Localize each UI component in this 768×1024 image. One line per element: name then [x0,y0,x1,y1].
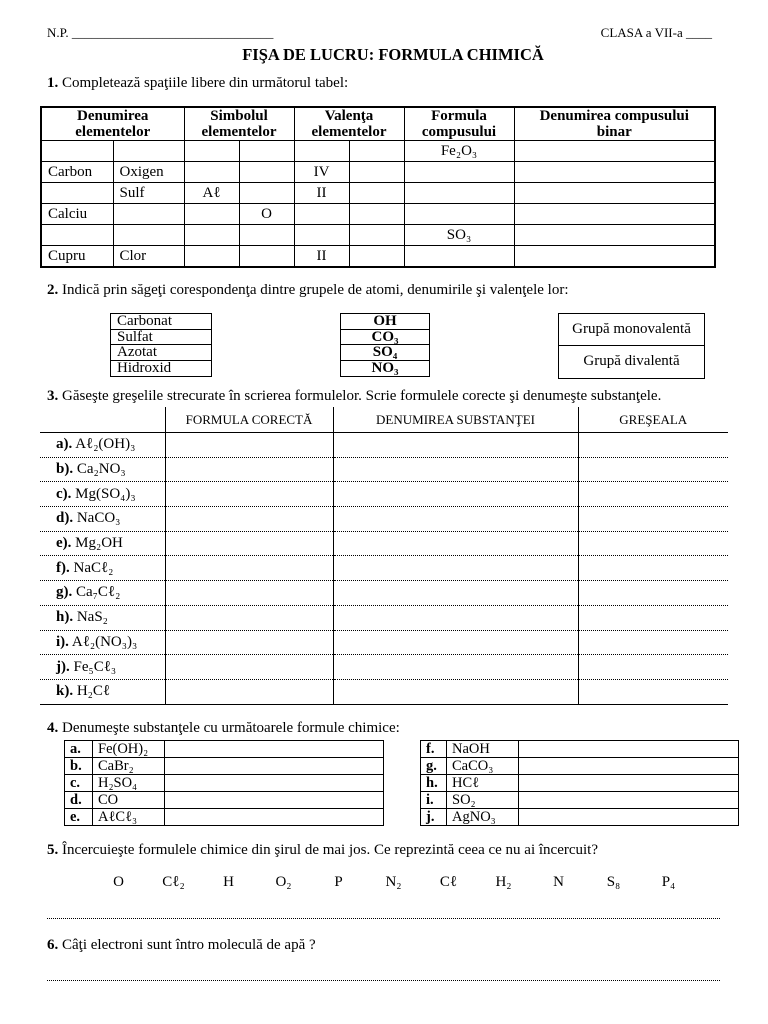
item-label-cell [40,482,165,507]
answer-blank-cell [239,162,294,183]
item-label-cell [40,605,165,630]
substance-name-cell [333,630,578,655]
mistake-cell [578,482,728,507]
naming-row [421,792,739,809]
corrected-formula-cell [165,457,333,482]
exercise-6-text: Câţi electroni sunt întro moleculă de apă ? [62,937,316,953]
elements-table-header-cell: Formula compusului [404,107,514,141]
group-name-item: Hidroxid [117,360,172,376]
corrections-row [40,605,728,630]
elements-table-cell: Calciu [41,204,113,225]
corrections-row [40,630,728,655]
naming-row [65,792,384,809]
incorrect-formula: Fe₅Cℓ₃ [73,658,117,675]
substance-name-cell [333,581,578,606]
formula-corrections-table [40,407,728,705]
formula-cell: CaBr₂ [93,758,165,775]
incorrect-formula: Aℓ₂(NO₃)₃ [71,633,138,650]
formula-item: N [553,874,564,890]
exercise-3-instruction [47,388,661,405]
answer-cell [165,758,384,775]
naming-row [421,775,739,792]
item-letter: f. [421,741,447,758]
answer-blank-cell [514,183,715,204]
substance-name-cell [333,457,578,482]
incorrect-formula: NaCO₃ [76,510,121,527]
naming-table-right-body [421,741,739,826]
corrected-formula-cell [165,581,333,606]
elements-table-header-cell: Simbolul elementelor [184,107,294,141]
item-label: i). [56,633,69,650]
formula-cell: H₂SO₄ [93,775,165,792]
answer-blank-cell [349,141,404,162]
exercise-5-text: Încercuieşte formulele chimice din şirul de mai jos. Ce reprezintă ceea ce nu ai încercuit? [62,842,598,858]
elements-table-cell: Fe₂O₃ [404,141,514,162]
valence-item: Grupă monovalentă [559,314,704,346]
answer-blank-cell [514,246,715,268]
item-label-cell [40,556,165,581]
exercise-2-instruction [47,282,569,299]
corrected-formula-cell [165,679,333,704]
corrected-formula-cell [165,482,333,507]
item-label-cell [40,507,165,532]
corrections-table-body [40,407,728,704]
formula-item: P [334,874,343,890]
corrections-row [40,482,728,507]
naming-table-left-body [65,741,384,826]
elements-table-cell: Carbon [41,162,113,183]
elements-table-header-cell: Denumirea elementelor [41,107,184,141]
formula-cell: CaCO₃ [447,758,519,775]
mistake-cell [578,556,728,581]
mistake-cell [578,630,728,655]
answer-blank-cell [41,225,113,246]
elements-table-header-cell: Denumirea compusului binar [514,107,715,141]
item-label-cell [40,531,165,556]
incorrect-formula: Aℓ₂(OH)₃ [75,436,136,453]
item-label-cell [40,655,165,680]
formula-item: P₄ [661,874,676,890]
exercise-6-instruction [47,937,316,954]
corrected-formula-cell [165,507,333,532]
elements-table [40,106,716,268]
corrections-header-cell: DENUMIREA SUBSTANŢEI [333,407,578,433]
item-letter: c. [65,775,93,792]
corrections-header-row [40,407,728,433]
elements-table-cell: Clor [113,246,184,268]
elements-table-row [41,183,715,204]
corrections-row [40,556,728,581]
mistake-cell [578,457,728,482]
formula-cell: AℓCℓ₃ [93,809,165,826]
formula-item: H [223,874,234,890]
naming-row [65,809,384,826]
elements-table-row [41,204,715,225]
answer-blank-cell [239,183,294,204]
answer-cell [519,741,739,758]
elements-table-cell: II [294,183,349,204]
item-label: h). [56,609,74,626]
formula-cell: HCℓ [447,775,519,792]
formula-item: H₂ [495,874,512,890]
incorrect-formula: NaS₂ [76,609,108,626]
item-letter: e. [65,809,93,826]
answer-blank-cell [41,183,113,204]
item-label: a). [56,436,73,453]
naming-row [421,741,739,758]
answer-cell [519,809,739,826]
exercise-5-number: 5. [47,842,59,858]
group-names-box [110,313,212,377]
answer-blank-cell [184,162,239,183]
mistake-cell [578,605,728,630]
answer-blank-cell [113,141,184,162]
answer-blank-cell [113,225,184,246]
answer-blank-cell [349,225,404,246]
naming-row [65,741,384,758]
elements-table-cell: Aℓ [184,183,239,204]
atom-group-item: CO₃ [341,330,429,346]
item-label: g). [56,584,73,601]
corrected-formula-cell [165,630,333,655]
atom-group-item: OH [341,314,429,330]
answer-blank-cell [514,204,715,225]
answer-blank-cell [404,246,514,268]
answer-blank-cell [184,246,239,268]
item-label: d). [56,510,74,527]
formula-cell: NaOH [447,741,519,758]
item-letter: d. [65,792,93,809]
substance-name-cell [333,507,578,532]
item-label: b). [56,461,74,478]
elements-table-row [41,225,715,246]
incorrect-formula: Ca₂NO₃ [76,461,126,478]
worksheet-title: FIŞA DE LUCRU: FORMULA CHIMICĂ [242,45,544,64]
corrected-formula-cell [165,605,333,630]
formula-item: O [113,874,124,890]
valence-item: Grupă divalentă [583,353,680,369]
mistake-cell [578,507,728,532]
elements-table-body [41,107,715,267]
mistake-cell [578,433,728,458]
formula-item: Cℓ₂ [162,874,185,890]
item-label: k). [56,683,74,700]
elements-table-cell: Oxigen [113,162,184,183]
naming-row [65,758,384,775]
substance-name-cell [333,433,578,458]
answer-dotted-line [47,918,720,919]
substance-name-cell [333,679,578,704]
elements-table-row [41,246,715,268]
answer-blank-cell [239,141,294,162]
formula-sequence [91,874,696,891]
formula-item: N₂ [385,874,402,890]
answer-blank-cell [184,204,239,225]
corrections-row [40,531,728,556]
exercise-1-instruction [47,75,348,92]
item-label: e). [56,535,72,552]
corrections-header-cell: FORMULA CORECTĂ [165,407,333,433]
group-name-item: Carbonat [111,314,211,330]
exercise-2-text: Indică prin săgeţi corespondenţa dintre grupele de atomi, denumirile şi valenţele lor: [62,282,569,298]
incorrect-formula: H₂Cℓ [76,683,111,700]
exercise-3-number: 3. [47,388,59,404]
exercise-6-number: 6. [47,937,59,953]
item-letter: i. [421,792,447,809]
atom-group-item: SO₄ [341,345,429,361]
item-letter: h. [421,775,447,792]
elements-table-cell: Sulf [113,183,184,204]
exercise-4-text: Denumeşte substanţele cu următoarele formule chimice: [62,720,400,736]
incorrect-formula: NaCℓ₂ [73,559,114,576]
item-label-cell [40,581,165,606]
corrections-row [40,679,728,704]
substance-name-cell [333,605,578,630]
elements-table-row [41,141,715,162]
answer-blank-cell [349,204,404,225]
answer-blank-cell [349,183,404,204]
student-name-line: N.P. _______________________________ [47,25,274,40]
formula-cell: CO [93,792,165,809]
answer-blank-cell [514,225,715,246]
exercise-4-number: 4. [47,720,59,736]
answer-blank-cell [294,225,349,246]
answer-dotted-line [47,980,720,981]
answer-cell [519,792,739,809]
naming-table-right [420,740,739,826]
exercise-3-text: Găseşte greşelile strecurate în scrierea formulelor. Scrie formulele corecte şi denumeşte substanţele. [62,388,662,404]
mistake-cell [578,679,728,704]
answer-blank-cell [239,246,294,268]
naming-row [421,758,739,775]
naming-table-left [64,740,384,826]
item-letter: j. [421,809,447,826]
substance-name-cell [333,655,578,680]
item-label: c). [56,485,72,502]
item-label-cell [40,457,165,482]
exercise-1-number: 1. [47,75,59,91]
item-letter: b. [65,758,93,775]
corrected-formula-cell [165,433,333,458]
elements-table-cell: Cupru [41,246,113,268]
formula-item: Cℓ [439,874,458,890]
answer-blank-cell [404,204,514,225]
formula-cell: Fe(OH)₂ [93,741,165,758]
corrections-row [40,655,728,680]
corrections-row [40,507,728,532]
substance-name-cell [333,482,578,507]
class-line: CLASA a VII-a ____ [600,25,712,40]
answer-blank-cell [41,141,113,162]
incorrect-formula: Ca₇Cℓ₂ [76,584,121,601]
mistake-cell [578,655,728,680]
answer-blank-cell [349,246,404,268]
answer-blank-cell [239,225,294,246]
answer-blank-cell [514,162,715,183]
exercise-2-number: 2. [47,282,59,298]
group-name-item: Sulfat [111,330,211,346]
answer-cell [165,792,384,809]
answer-cell [519,775,739,792]
answer-blank-cell [184,225,239,246]
answer-blank-cell [349,162,404,183]
formula-cell: SO₂ [447,792,519,809]
substance-name-cell [333,531,578,556]
elements-table-cell: II [294,246,349,268]
substance-name-cell [333,556,578,581]
corrected-formula-cell [165,531,333,556]
corrections-row [40,457,728,482]
incorrect-formula: Mg(SO₄)₃ [75,485,136,502]
answer-blank-cell [294,141,349,162]
naming-row [65,775,384,792]
answer-blank-cell [113,204,184,225]
item-letter: g. [421,758,447,775]
mistake-cell [578,531,728,556]
corrections-row [40,581,728,606]
item-label-cell [40,679,165,704]
elements-table-header-row [41,107,715,141]
atom-group-item: NO₃ [371,360,399,376]
exercise-1-text: Completează spaţiile libere din următorul tabel: [62,75,349,91]
item-label: j). [56,658,70,675]
item-label-cell [40,433,165,458]
item-label: f). [56,559,70,576]
answer-cell [519,758,739,775]
corrections-corner-cell [40,407,165,433]
answer-blank-cell [404,162,514,183]
answer-cell [165,741,384,758]
item-label-cell [40,630,165,655]
elements-table-cell: O [239,204,294,225]
elements-table-header-cell: Valenţa elementelor [294,107,404,141]
corrected-formula-cell [165,556,333,581]
answer-cell [165,809,384,826]
answer-blank-cell [514,141,715,162]
item-letter: a. [65,741,93,758]
elements-table-cell: IV [294,162,349,183]
elements-table-cell: SO₃ [404,225,514,246]
answer-blank-cell [404,183,514,204]
formula-item: O₂ [275,874,292,890]
elements-table-row [41,162,715,183]
formula-item: S₈ [606,874,621,890]
corrections-row [40,433,728,458]
exercise-4-instruction [47,720,400,737]
formula-cell: AgNO₃ [447,809,519,826]
naming-row [421,809,739,826]
atom-groups-box [340,313,430,377]
answer-cell [165,775,384,792]
incorrect-formula: Mg₂OH [75,535,123,552]
valence-box [558,313,705,379]
corrections-header-cell: GREŞEALA [578,407,728,433]
corrected-formula-cell [165,655,333,680]
answer-blank-cell [294,204,349,225]
mistake-cell [578,581,728,606]
exercise-5-instruction [47,842,598,859]
answer-blank-cell [184,141,239,162]
group-name-item: Azotat [111,345,211,361]
